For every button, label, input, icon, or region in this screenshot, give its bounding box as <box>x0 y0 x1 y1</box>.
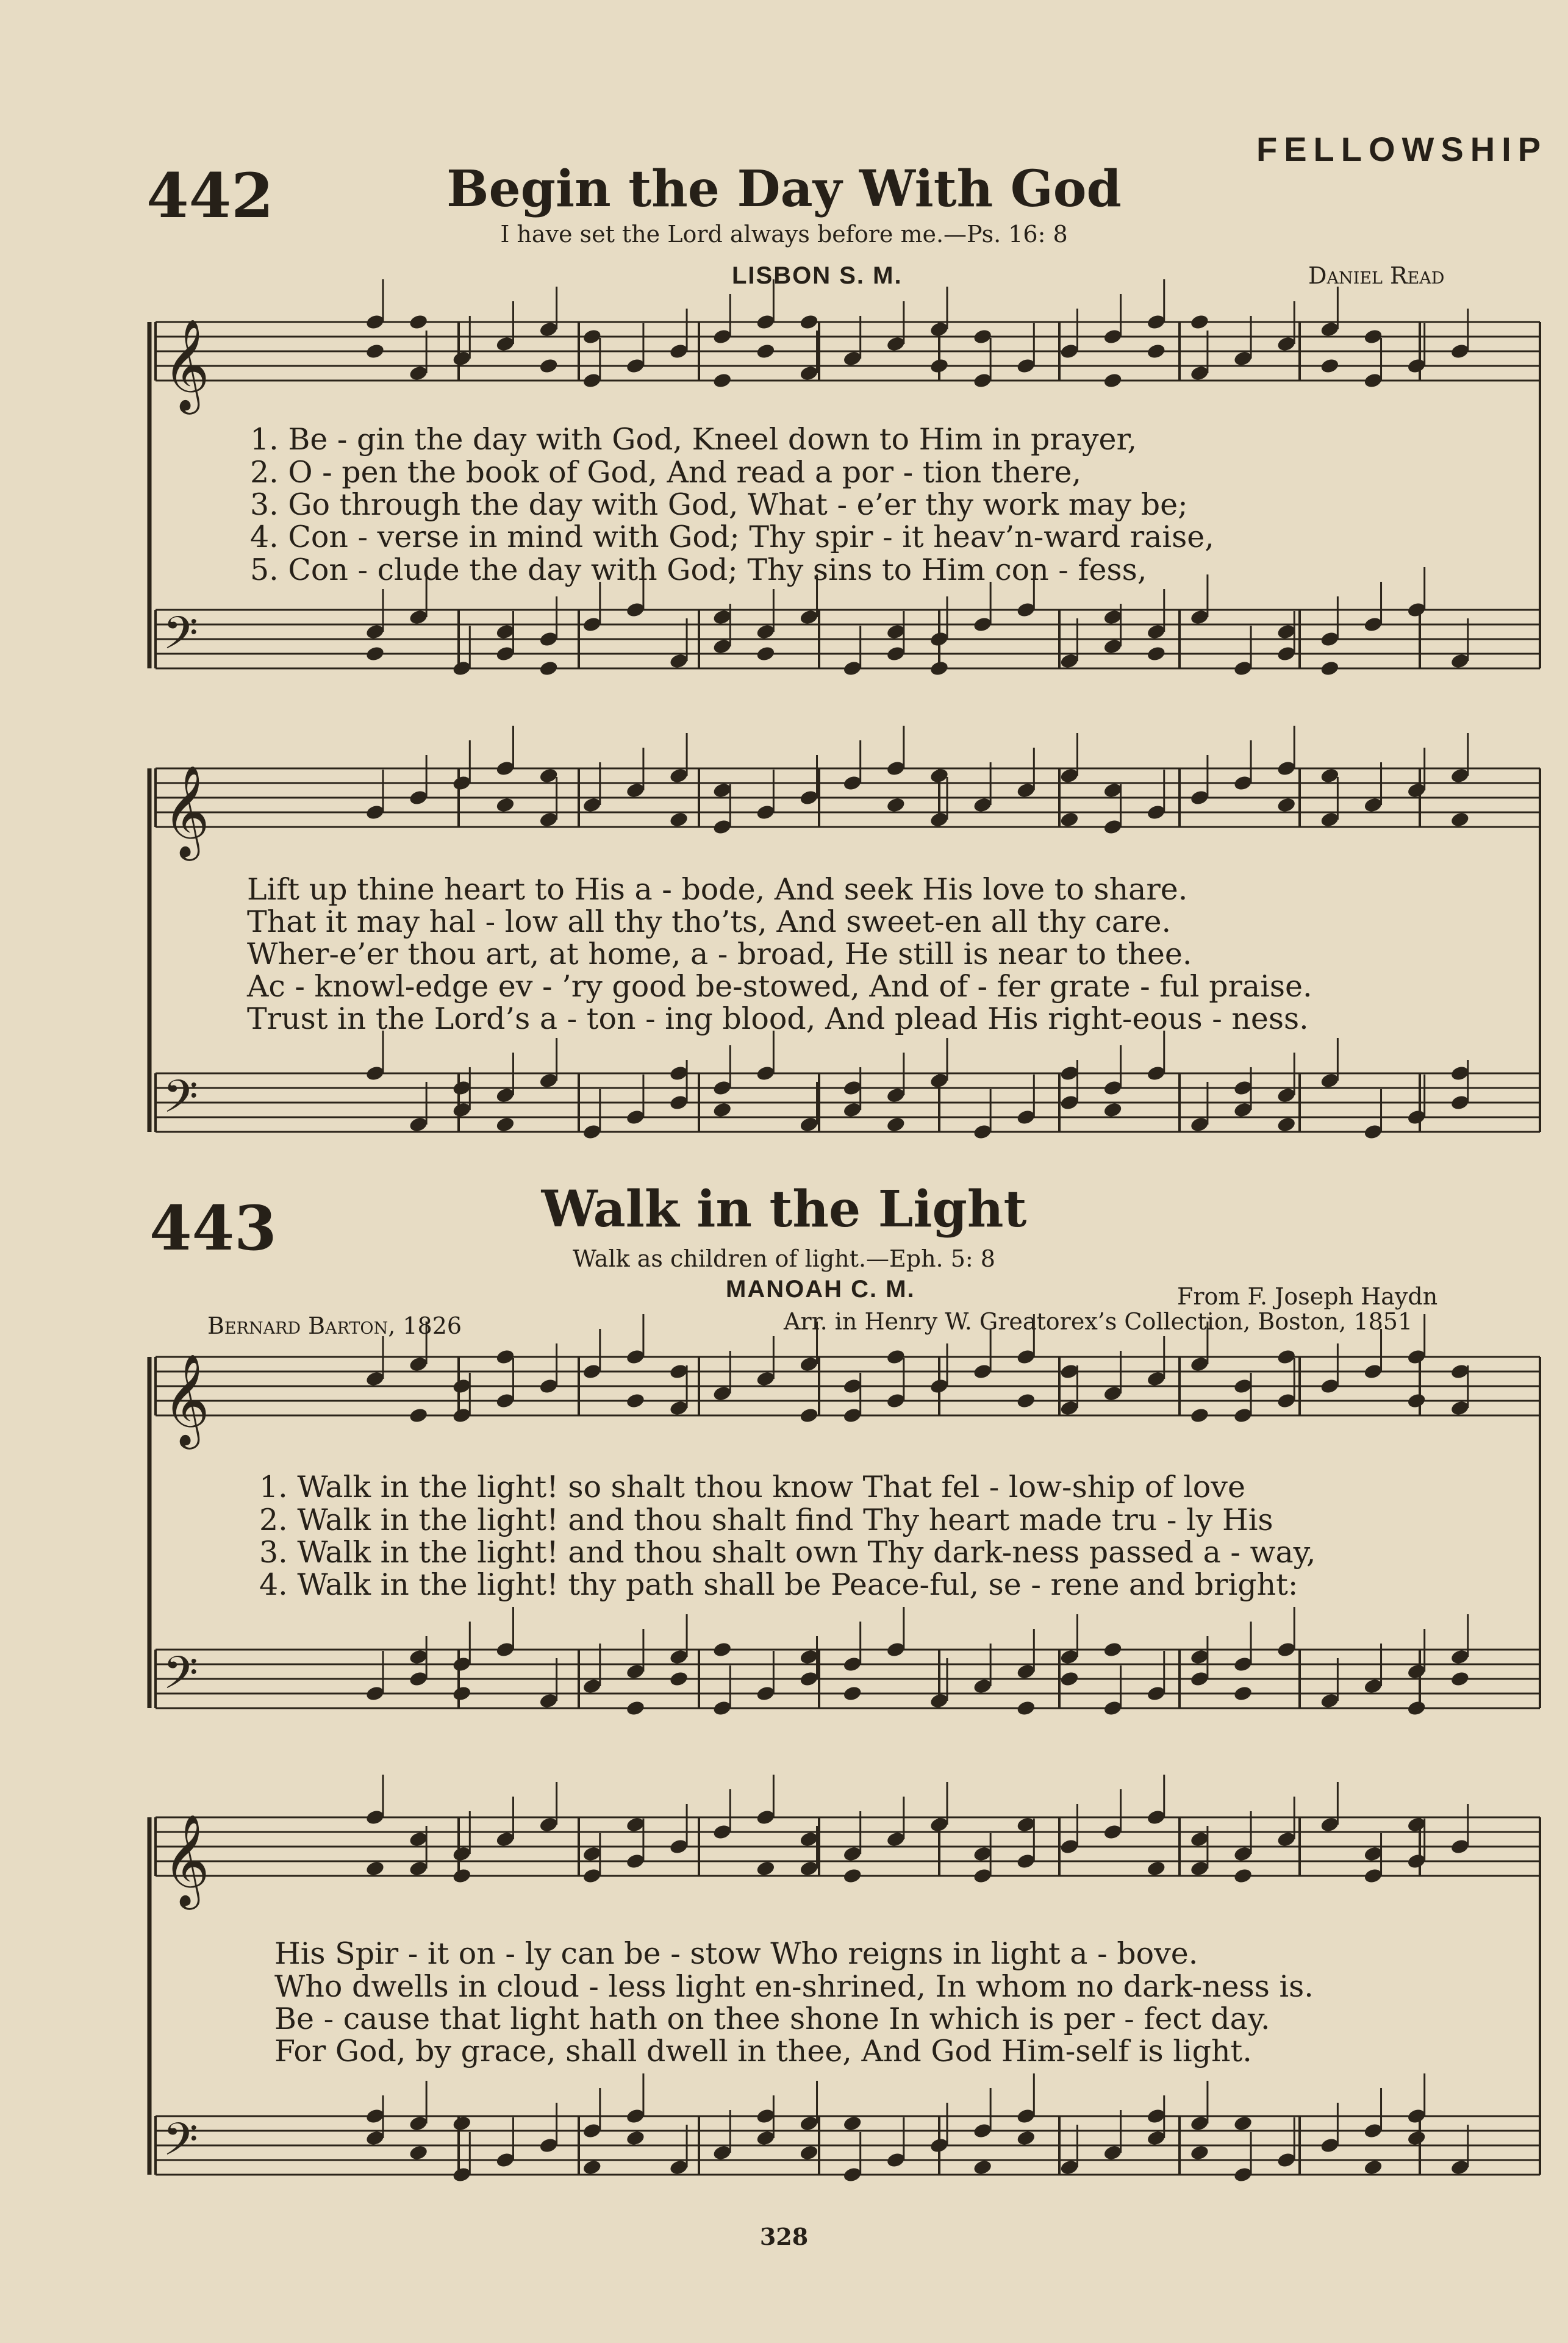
notehead <box>1320 357 1340 374</box>
notehead <box>669 1670 689 1687</box>
notehead <box>1406 1700 1427 1717</box>
lyric-442-b1: Lift up thine heart to His a - bode, And seek His love to share. <box>247 872 1188 907</box>
tune-name-442: LISBON S. M. <box>732 262 903 289</box>
bass-clef: 𝄢 <box>163 1070 198 1134</box>
notehead <box>582 2159 602 2176</box>
lyric-442-b4: Ac - knowl-edge ev - ’ry good be-stowed, And of - fer grate - ful praise. <box>247 969 1312 1004</box>
notehead <box>409 313 429 331</box>
lyric-442-a1: 1. Be - gin the day with God, Kneel down to Him in prayer, <box>250 422 1137 457</box>
notehead <box>756 1860 776 1877</box>
notehead <box>1233 2115 1253 2132</box>
composer-442: Daniel Read <box>1308 262 1445 289</box>
lyric-443-b4: For God, by grace, shall dwell in thee, And God Him-self is light. <box>274 2034 1252 2069</box>
notehead <box>929 660 949 677</box>
notehead <box>1233 1685 1253 1702</box>
notehead <box>886 1116 906 1133</box>
notehead <box>1406 2130 1427 2147</box>
notehead <box>756 343 776 360</box>
lyric-443-a1: 1. Walk in the light! so shalt thou know That fel - low-ship of love <box>259 1470 1245 1504</box>
notehead <box>1059 811 1079 828</box>
notehead <box>1320 660 1340 677</box>
notehead <box>1016 2130 1036 2147</box>
hymn-number-442: 442 <box>146 160 274 232</box>
tune-name-443: MANOAH C. M. <box>726 1276 915 1303</box>
notehead <box>452 2115 472 2132</box>
lyric-443-b2: Who dwells in cloud - less light en-shrined, In whom no dark-ness is. <box>274 1969 1314 2004</box>
notehead <box>1189 2144 1209 2161</box>
lyric-442-a2: 2. O - pen the book of God, And read a por - tion there, <box>250 455 1082 490</box>
treble-clef: 𝄞 <box>163 764 210 857</box>
notehead <box>842 2115 862 2132</box>
notehead <box>842 1685 862 1702</box>
lyric-443-a2: 2. Walk in the light! and thou shalt find Thy heart made tru - ly His <box>259 1503 1273 1537</box>
notehead <box>929 357 949 374</box>
hymn-title-442: Begin the Day With God <box>446 160 1122 218</box>
notehead <box>1059 1670 1079 1687</box>
treble-clef: 𝄞 <box>163 1813 210 1906</box>
notehead <box>365 1860 385 1877</box>
notehead <box>452 1867 472 1884</box>
bass-clef: 𝄢 <box>163 1647 198 1711</box>
notehead <box>712 1101 732 1118</box>
notehead <box>625 2130 645 2147</box>
bass-clef: 𝄢 <box>163 607 198 671</box>
notehead <box>842 1867 862 1884</box>
notehead <box>799 1407 819 1424</box>
scripture-443: Walk as children of light.—Eph. 5: 8 <box>573 1245 995 1272</box>
page-number: 328 <box>759 2223 809 2250</box>
notehead <box>1016 1392 1036 1409</box>
notehead <box>1450 1670 1470 1687</box>
hymn-number-443: 443 <box>149 1192 277 1264</box>
lyric-442-a3: 3. Go through the day with God, What - e’er thy work may be; <box>250 487 1188 522</box>
notehead <box>712 1641 732 1658</box>
notehead <box>1363 2159 1383 2176</box>
notehead <box>1189 313 1209 331</box>
notehead <box>799 2144 819 2161</box>
notehead <box>712 372 732 389</box>
notehead <box>1189 1407 1209 1424</box>
lyric-443-b1: His Spir - it on - ly can be - stow Who reigns in light a - bove. <box>274 1936 1198 1971</box>
notehead <box>625 1392 645 1409</box>
notehead <box>1276 1116 1297 1133</box>
notehead <box>1233 1867 1253 1884</box>
hymn-title-443: Walk in the Light <box>541 1180 1027 1239</box>
notehead <box>365 343 385 360</box>
notehead <box>409 2144 429 2161</box>
notehead <box>1146 343 1166 360</box>
notehead <box>1146 645 1166 662</box>
lyric-442-a5: 5. Con - clude the day with God; Thy sins to Him con - fess, <box>250 553 1147 587</box>
notehead <box>495 796 515 814</box>
notehead <box>756 645 776 662</box>
author-443: Bernard Barton, 1826 <box>207 1312 462 1339</box>
notehead <box>799 313 819 331</box>
notehead <box>625 1700 645 1717</box>
notehead <box>539 660 559 677</box>
treble-clef: 𝄞 <box>163 1353 210 1445</box>
notehead <box>1276 796 1297 814</box>
notehead <box>452 1685 472 1702</box>
notehead <box>409 1407 429 1424</box>
notehead <box>886 796 906 814</box>
notehead <box>1450 811 1470 828</box>
lyric-442-b5: Trust in the Lord’s a - ton - ing blood, And plead His right-eous - ness. <box>247 1001 1309 1036</box>
bass-clef: 𝄢 <box>163 2113 198 2177</box>
lyric-442-b3: Wher-e’er thou art, at home, a - broad, He still is near to thee. <box>247 937 1192 971</box>
notehead <box>1103 1641 1123 1658</box>
notehead <box>539 357 559 374</box>
lyric-442-a4: 4. Con - verse in mind with God; Thy spir - it heav’n-ward raise, <box>250 520 1214 554</box>
notehead <box>669 811 689 828</box>
notehead <box>495 1116 515 1133</box>
lyric-443-a3: 3. Walk in the light! and thou shalt own Thy dark-ness passed a - way, <box>259 1535 1316 1570</box>
lyric-443-a4: 4. Walk in the light! thy path shall be Peace-ful, se - rene and bright: <box>259 1567 1298 1602</box>
notehead <box>1406 1392 1427 1409</box>
notehead <box>1103 372 1123 389</box>
notehead <box>1146 1860 1166 1877</box>
notehead <box>973 2159 993 2176</box>
notehead <box>1016 1700 1036 1717</box>
lyric-442-b2: That it may hal - low all thy tho’ts, And sweet-en all thy care. <box>247 904 1172 939</box>
section-heading: FELLOWSHIP <box>1256 130 1548 168</box>
scripture-442: I have set the Lord always before me.—Ps. 16: 8 <box>500 221 1068 248</box>
composer-443: From F. Joseph Haydn <box>1177 1283 1438 1310</box>
arranger-443: Arr. in Henry W. Greatorex’s Collection, Boston, 1851 <box>784 1308 1413 1335</box>
lyric-443-b3: Be - cause that light hath on thee shone In which is per - fect day. <box>274 2001 1270 2036</box>
treble-clef: 𝄞 <box>163 318 210 410</box>
notehead <box>365 645 385 662</box>
notehead <box>1103 1101 1123 1118</box>
